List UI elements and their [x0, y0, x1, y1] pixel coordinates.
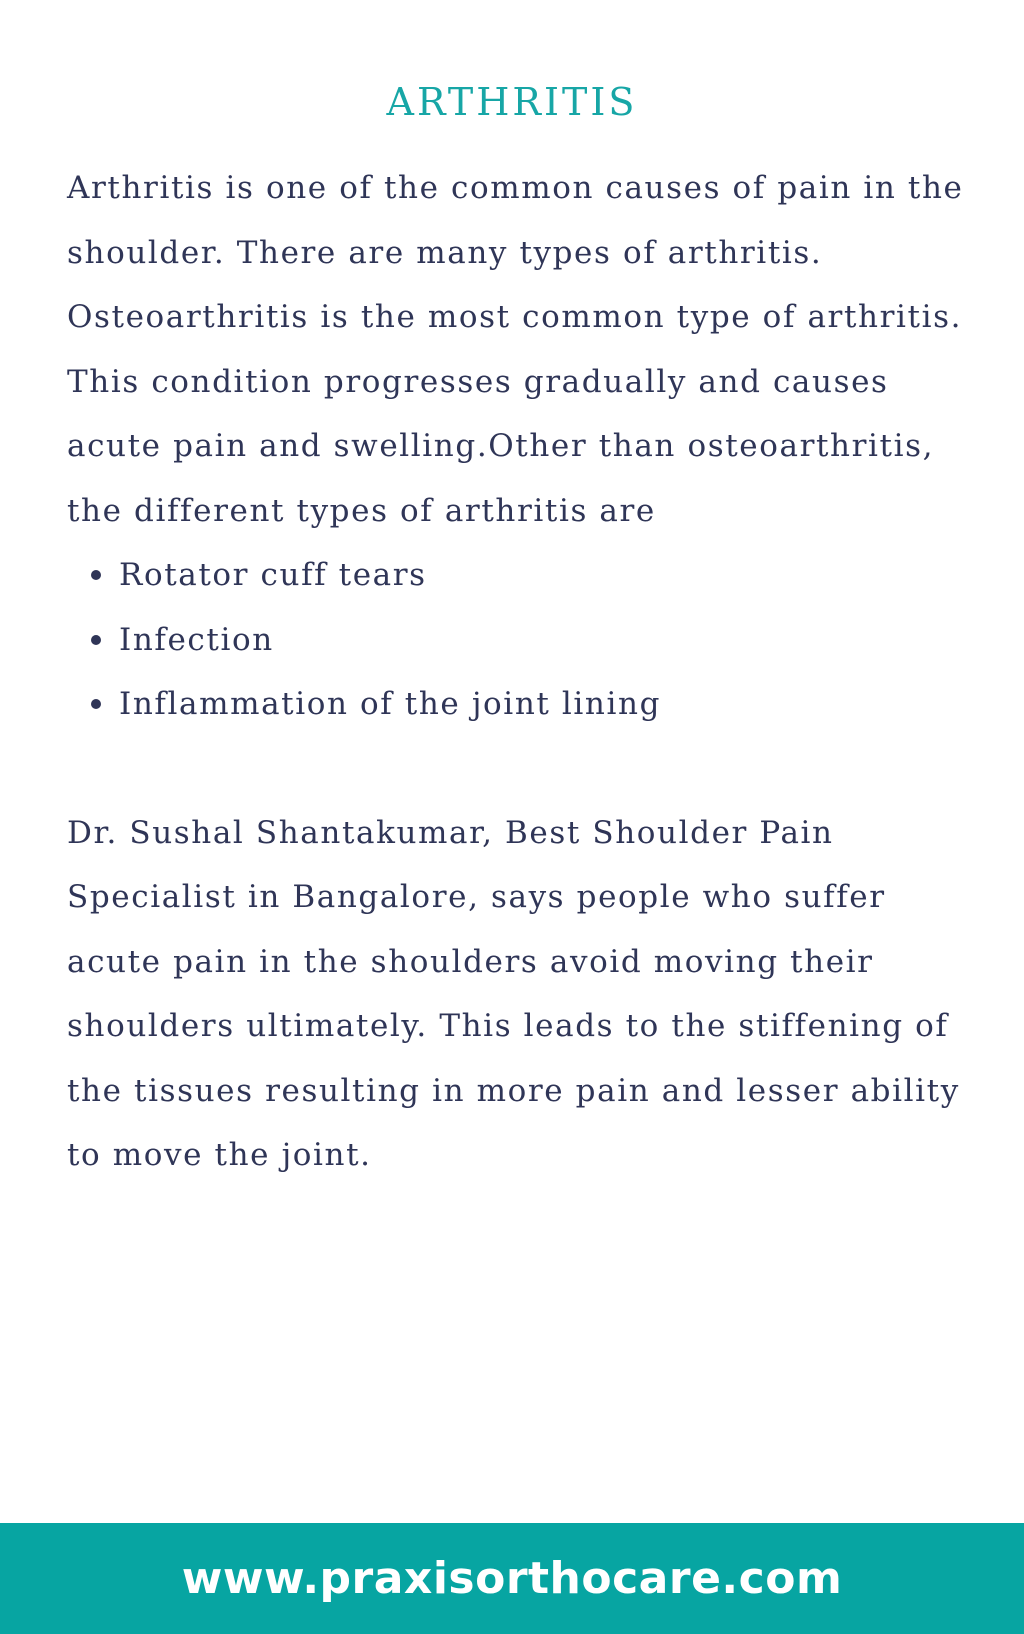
bullet-icon	[91, 699, 101, 709]
list-item	[119, 672, 967, 737]
paragraph-spacer	[67, 737, 967, 801]
list-item	[119, 543, 967, 608]
arthritis-types-list	[67, 543, 967, 737]
list-item	[119, 608, 967, 673]
website-link[interactable]: www.praxisorthocare.com	[181, 1553, 843, 1604]
footer-banner	[0, 1523, 1024, 1634]
intro-paragraph: Arthritis is one of the common causes of pain in the shoulder. There are many types of arthritis. Osteoarthritis is the most common type of arthritis. This condition progresses gradually and causes acute pain and swelling.Other than osteoarthritis, the different types of arthritis are	[67, 170, 964, 529]
list-item-label: Infection	[119, 621, 274, 658]
bullet-icon	[91, 635, 101, 645]
doctor-paragraph: Dr. Sushal Shantakumar, Best Shoulder Pain Specialist in Bangalore, says people who suffer acute pain in the shoulders avoid moving their shoulders ultimately. This leads to the stiffening of the tissues resulting in more pain and lesser ability to move the joint.	[67, 814, 960, 1173]
page-title: ARTHRITIS	[386, 80, 638, 124]
list-item-label: Inflammation of the joint lining	[119, 686, 662, 722]
list-item-label: Rotator cuff tears	[119, 557, 427, 593]
bullet-icon	[91, 570, 101, 580]
article-body	[67, 156, 967, 1188]
